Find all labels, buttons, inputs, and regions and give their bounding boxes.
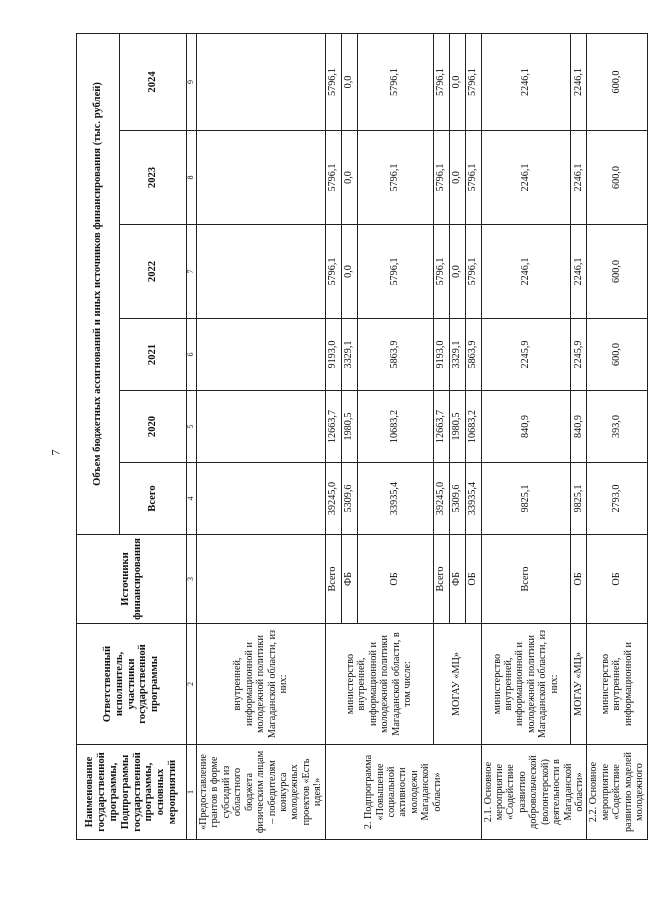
column-number: 5 — [187, 391, 197, 463]
header-name: Наименование государственной программы, Подпрограммы государственной программы, основных мероприятий — [77, 745, 187, 840]
source-cell: ОБ — [587, 535, 647, 624]
value-cell: 39245,0 — [325, 463, 341, 535]
value-cell: 5309,6 — [341, 463, 357, 535]
value-cell: 5796,1 — [433, 225, 449, 319]
value-cell: 0,0 — [449, 225, 465, 319]
value-cell: 840,9 — [481, 391, 571, 463]
source-cell: Всего — [481, 535, 571, 624]
source-cell: ФБ — [449, 535, 465, 624]
source-cell: ОБ — [357, 535, 433, 624]
value-cell: 39245,0 — [433, 463, 449, 535]
value-cell: 33935,4 — [357, 463, 433, 535]
value-cell: 5863,9 — [465, 319, 481, 391]
value-cell: 2246,1 — [481, 33, 571, 130]
subprogram-name: 2. Подпрограмма «Повышение социальной активности молодежи Магаданской области» — [325, 745, 481, 840]
grant-event-name: «Предоставление грантов в форме субсидий из областного бюджета физическим лицам – победителям конкурса молодежных проектов «Есть идея!» — [197, 745, 326, 840]
column-number: 2 — [187, 624, 197, 745]
header-year: 2020 — [120, 391, 187, 463]
value-cell: 12663,7 — [433, 391, 449, 463]
mc-executor: МОГАУ «МЦ» — [571, 624, 587, 745]
value-cell: 393,0 — [587, 391, 647, 463]
table-sheet — [76, 34, 646, 840]
header-year: 2021 — [120, 319, 187, 391]
column-number: 6 — [187, 319, 197, 391]
value-cell: 2246,1 — [571, 33, 587, 130]
value-cell: 1980,5 — [449, 391, 465, 463]
value-cell: 0,0 — [341, 33, 357, 130]
column-number: 7 — [187, 225, 197, 319]
value-cell: 5796,1 — [325, 131, 341, 225]
page-number: 7 — [48, 449, 63, 456]
volunteer-event-executor: министерство внутренней, информационной и молодежной политики Магаданской области, из них: — [481, 624, 571, 745]
source-cell: ОБ — [571, 535, 587, 624]
value-cell: 12663,7 — [325, 391, 341, 463]
value-cell: 5796,1 — [357, 131, 433, 225]
value-cell: 1980,5 — [341, 391, 357, 463]
volunteer-event-name: 2.1. Основное мероприятие «Содействие развитию добровольческой (волонтерской) деятельности в Магаданской области» — [481, 745, 587, 840]
budget-table — [76, 33, 648, 840]
value-cell: 9193,0 — [433, 319, 449, 391]
rotated-page — [76, 34, 646, 840]
value-cell: 2245,9 — [571, 319, 587, 391]
value-cell: 2246,1 — [481, 225, 571, 319]
value-cell: 5796,1 — [465, 225, 481, 319]
youth-model-event-name: 2.2. Основное мероприятие «Содействие развитию моделей молодежного — [587, 745, 647, 840]
source-cell: Всего — [433, 535, 449, 624]
value-cell: 5796,1 — [465, 131, 481, 225]
source-cell: ОБ — [465, 535, 481, 624]
value-cell: 9825,1 — [571, 463, 587, 535]
value-cell: 10683,2 — [357, 391, 433, 463]
column-number: 1 — [187, 745, 197, 840]
value-cell: 5796,1 — [357, 33, 433, 130]
value-cell: 600,0 — [587, 225, 647, 319]
column-number: 8 — [187, 131, 197, 225]
value-cell: 600,0 — [587, 319, 647, 391]
column-number: 4 — [187, 463, 197, 535]
value-cell: 3329,1 — [449, 319, 465, 391]
value-cell: 5796,1 — [433, 33, 449, 130]
value-cell: 0,0 — [341, 131, 357, 225]
value-cell: 0,0 — [449, 131, 465, 225]
value-cell: 5796,1 — [325, 33, 341, 130]
header-year: 2022 — [120, 225, 187, 319]
value-cell: 33935,4 — [465, 463, 481, 535]
header-volume: Объем бюджетных ассигнований и иных источников финансирования (тыс. рублей) — [77, 33, 120, 534]
value-cell: 0,0 — [341, 225, 357, 319]
value-cell: 10683,2 — [465, 391, 481, 463]
header-source: Источники финансирования — [77, 535, 187, 624]
header-year: 2023 — [120, 131, 187, 225]
value-cell: 0,0 — [449, 33, 465, 130]
column-number: 9 — [187, 33, 197, 130]
value-cell: 600,0 — [587, 33, 647, 130]
source-cell: Всего — [325, 535, 341, 624]
value-cell: 3329,1 — [341, 319, 357, 391]
value-cell: 5796,1 — [465, 33, 481, 130]
value-cell: 840,9 — [571, 391, 587, 463]
subprogram-executor: министерство внутренней, информационной и молодежной политики Магаданской области, в том числе: — [325, 624, 433, 745]
value-cell: 2246,1 — [571, 225, 587, 319]
value-cell: 9193,0 — [325, 319, 341, 391]
value-cell: 5863,9 — [357, 319, 433, 391]
value-cell: 5796,1 — [325, 225, 341, 319]
value-cell: 5796,1 — [433, 131, 449, 225]
value-cell: 2793,0 — [587, 463, 647, 535]
value-cell: 600,0 — [587, 131, 647, 225]
youth-model-event-executor: министерство внутренней, информационной и — [587, 624, 647, 745]
source-cell: ФБ — [341, 535, 357, 624]
value-cell: 2246,1 — [481, 131, 571, 225]
header-executor: Ответственный исполнитель, участники государственной программы — [77, 624, 187, 745]
header-total: Всего — [120, 463, 187, 535]
value-cell: 5796,1 — [357, 225, 433, 319]
value-cell: 2246,1 — [571, 131, 587, 225]
grant-event-executor: внутренней, информационной и молодежной политики Магаданской области, из них: — [197, 624, 326, 745]
value-cell: 9825,1 — [481, 463, 571, 535]
value-cell: 5309,6 — [449, 463, 465, 535]
value-cell: 2245,9 — [481, 319, 571, 391]
column-number: 3 — [187, 535, 197, 624]
mc-executor: МОГАУ «МЦ» — [433, 624, 481, 745]
header-year: 2024 — [120, 33, 187, 130]
